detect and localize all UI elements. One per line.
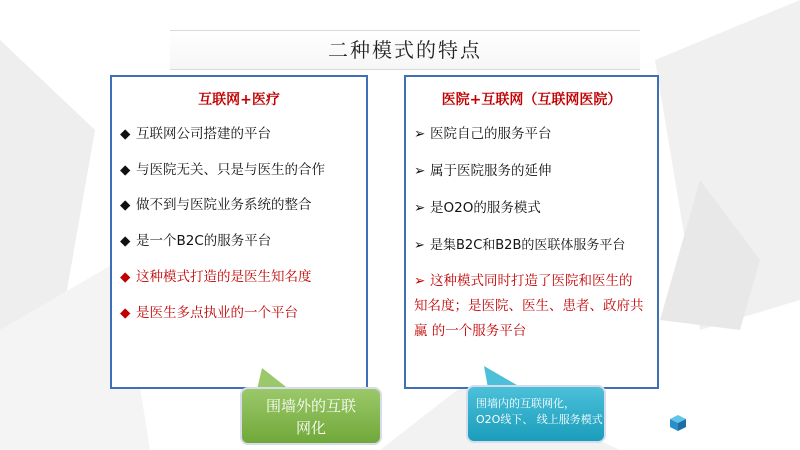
- green-callout-line2: 网化: [295, 419, 326, 437]
- list-item-text: 是集B2C和B2B的医联体服务平台: [430, 238, 626, 253]
- arrow-bullet-icon: ➢: [414, 163, 426, 179]
- slide-title: 二种模式的特点: [170, 30, 640, 70]
- left-panel-heading: 互联网+医疗: [198, 92, 280, 108]
- list-item-text: 是一个B2C的服务平台: [136, 233, 272, 249]
- logo-icon: [669, 414, 687, 432]
- arrow-bullet-icon: ➢: [414, 200, 426, 216]
- blue-callout-line2: O2O线下、 线上服务模式: [476, 413, 603, 426]
- diamond-bullet-icon: ◆: [120, 162, 131, 178]
- list-item-text: 医院自己的服务平台: [430, 126, 552, 142]
- list-item-text: 这种模式打造的是医生知名度: [136, 269, 312, 285]
- green-callout-line1: 围墙外的互联: [265, 397, 356, 415]
- list-item-text: 这种模式同时打造了医院和医生的 知名度；是医院、医生、患者、政府共赢 的一个服务平台: [414, 273, 644, 339]
- diamond-bullet-icon: ◆: [120, 197, 131, 213]
- diamond-bullet-icon: ◆: [120, 269, 131, 285]
- blue-callout: [466, 385, 606, 443]
- arrow-bullet-icon: ➢: [414, 126, 426, 142]
- right-panel-heading: 医院+互联网（互联网医院）: [441, 92, 622, 108]
- list-item-text: 属于医院服务的延伸: [430, 163, 552, 179]
- diamond-bullet-icon: ◆: [120, 126, 131, 142]
- diamond-bullet-icon: ◆: [120, 233, 131, 249]
- list-item-text: 与医院无关、只是与医生的合作: [136, 162, 325, 178]
- list-item-text: 是医生多点执业的一个平台: [136, 305, 298, 321]
- list-item-text: 互联网公司搭建的平台: [136, 126, 271, 142]
- green-callout: [240, 387, 382, 445]
- arrow-bullet-icon: ➢: [414, 273, 426, 289]
- list-item-text: 是O2O的服务模式: [430, 200, 541, 216]
- arrow-bullet-icon: ➢: [414, 238, 425, 253]
- diamond-bullet-icon: ◆: [120, 305, 131, 321]
- blue-callout-line1: 围墙内的互联网化，: [476, 397, 575, 410]
- list-item-text: 做不到与医院业务系统的整合: [136, 197, 312, 213]
